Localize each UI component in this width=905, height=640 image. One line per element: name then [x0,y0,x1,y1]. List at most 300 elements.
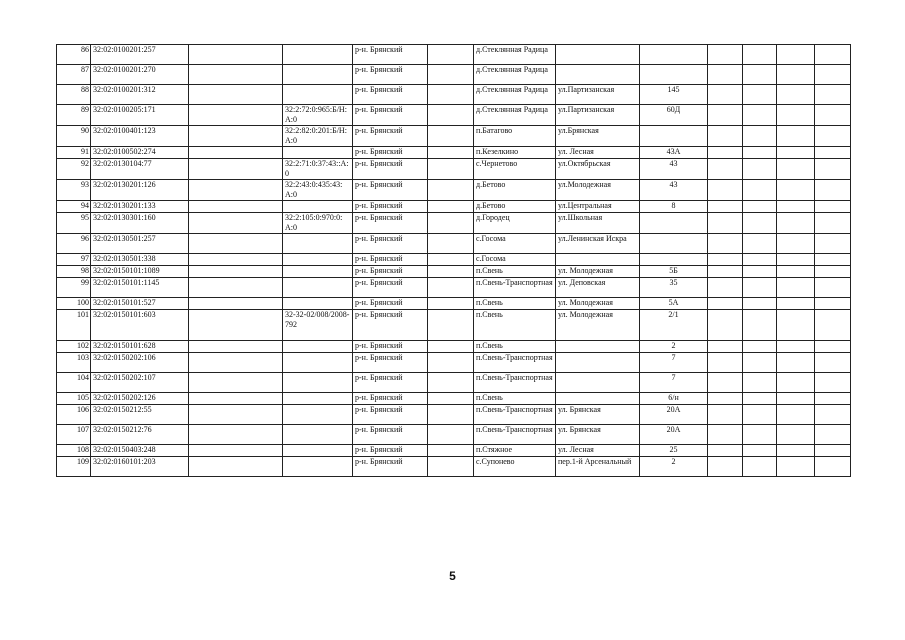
cell-blank [428,213,474,234]
cell-empty [777,254,815,266]
cell-empty [743,85,777,105]
cell-empty [743,201,777,213]
cell-blank [428,278,474,298]
house-number: 20А [640,405,708,425]
cadastral-number: 32:02:0100201:257 [91,45,189,65]
cell-empty [708,310,743,341]
cell-blank [428,266,474,278]
row-number: 100 [57,298,91,310]
cell-empty [708,425,743,445]
district: р-н. Брянский [353,159,428,180]
district: р-н. Брянский [353,298,428,310]
row-number: 90 [57,126,91,147]
district: р-н. Брянский [353,126,428,147]
cell-empty [815,457,851,477]
cell-empty [743,425,777,445]
house-number: 8 [640,201,708,213]
cell-blank [428,457,474,477]
old-registry-number [283,85,353,105]
cell-empty [708,234,743,254]
cell-blank [428,425,474,445]
cell-empty [777,353,815,373]
table-row [57,213,851,234]
cadastral-number: 32:02:0150212:55 [91,405,189,425]
row-number: 98 [57,266,91,278]
table-row [57,45,851,65]
house-number [640,126,708,147]
street: ул. Лесная [556,147,640,159]
cell-empty [777,85,815,105]
table-row [57,393,851,405]
cell-empty [777,445,815,457]
house-number [640,65,708,85]
house-number: 2/1 [640,310,708,341]
street [556,45,640,65]
cell-blank [428,373,474,393]
district: р-н. Брянский [353,201,428,213]
cell-empty [815,353,851,373]
cell-empty [815,254,851,266]
table-row [57,147,851,159]
cadastral-number: 32:02:0130201:126 [91,180,189,201]
district: р-н. Брянский [353,425,428,445]
cell-empty [743,45,777,65]
table-row [57,105,851,126]
settlement: п.Свень [474,266,556,278]
house-number: 35 [640,278,708,298]
street: ул.Центральная [556,201,640,213]
cell-blank [428,201,474,213]
cell-blank [189,85,283,105]
street [556,254,640,266]
cadastral-number: 32:02:0150101:628 [91,341,189,353]
old-registry-number: 32:2:72:0:965:Б/Н:А:0 [283,105,353,126]
cell-blank [189,254,283,266]
old-registry-number [283,425,353,445]
old-registry-number [283,353,353,373]
cadastral-number: 32:02:0100201:312 [91,85,189,105]
cell-empty [708,278,743,298]
cell-empty [815,159,851,180]
row-number: 88 [57,85,91,105]
cell-empty [708,85,743,105]
table-row [57,201,851,213]
old-registry-number [283,147,353,159]
cell-empty [708,126,743,147]
cell-empty [815,341,851,353]
settlement: д.Бетово [474,201,556,213]
row-number: 89 [57,105,91,126]
cadastral-number: 32:02:0150101:1145 [91,278,189,298]
cell-blank [189,65,283,85]
cell-empty [708,373,743,393]
old-registry-number [283,457,353,477]
cell-empty [815,65,851,85]
cell-empty [815,201,851,213]
street: ул.Партизанская [556,85,640,105]
row-number: 93 [57,180,91,201]
street [556,65,640,85]
cadastral-number: 32:02:0150101:527 [91,298,189,310]
settlement: д.Стеклянная Радица [474,85,556,105]
cell-blank [428,341,474,353]
cell-empty [777,65,815,85]
table-row [57,405,851,425]
house-number: 5Б [640,266,708,278]
cell-empty [743,213,777,234]
settlement: п.Свень-Транспортная [474,425,556,445]
district: р-н. Брянский [353,65,428,85]
cell-blank [189,425,283,445]
house-number: 7 [640,373,708,393]
cell-blank [428,85,474,105]
cell-empty [743,353,777,373]
table-row [57,445,851,457]
cell-blank [189,457,283,477]
house-number [640,213,708,234]
cell-blank [428,65,474,85]
cell-empty [743,234,777,254]
table-row [57,353,851,373]
cell-blank [189,266,283,278]
cell-blank [428,147,474,159]
table-row [57,254,851,266]
cell-blank [428,254,474,266]
cadastral-number: 32:02:0150212:76 [91,425,189,445]
settlement: с.Госома [474,254,556,266]
cell-empty [743,393,777,405]
cell-empty [815,310,851,341]
cell-blank [189,159,283,180]
cell-empty [777,298,815,310]
house-number: 60Д [640,105,708,126]
table-row [57,373,851,393]
cell-empty [777,201,815,213]
row-number: 87 [57,65,91,85]
cell-blank [189,405,283,425]
cell-blank [428,445,474,457]
cell-blank [428,310,474,341]
cell-empty [815,393,851,405]
cell-empty [743,405,777,425]
cell-empty [777,425,815,445]
house-number: 5А [640,298,708,310]
settlement: п.Свень [474,298,556,310]
district: р-н. Брянский [353,310,428,341]
cadastral-register-table [56,44,851,477]
cell-blank [428,180,474,201]
table-row [57,234,851,254]
cell-empty [777,278,815,298]
cell-blank [428,126,474,147]
settlement: с.Госома [474,234,556,254]
cell-empty [708,213,743,234]
cell-empty [743,147,777,159]
table-row [57,278,851,298]
cell-empty [708,254,743,266]
old-registry-number [283,234,353,254]
cell-blank [189,180,283,201]
cell-empty [743,310,777,341]
cell-empty [777,405,815,425]
district: р-н. Брянский [353,180,428,201]
row-number: 102 [57,341,91,353]
cell-blank [428,159,474,180]
street [556,393,640,405]
cell-empty [815,45,851,65]
cell-empty [708,180,743,201]
cell-empty [815,373,851,393]
district: р-н. Брянский [353,373,428,393]
cell-empty [708,266,743,278]
street: ул. Лесная [556,445,640,457]
cell-empty [777,373,815,393]
district: р-н. Брянский [353,105,428,126]
cadastral-number: 32:02:0160101:203 [91,457,189,477]
cell-empty [777,45,815,65]
street: ул.Ленинская Искра [556,234,640,254]
cell-blank [189,393,283,405]
cell-empty [815,405,851,425]
house-number [640,234,708,254]
table-row [57,159,851,180]
street: ул.Брянская [556,126,640,147]
row-number: 109 [57,457,91,477]
district: р-н. Брянский [353,147,428,159]
table-row [57,266,851,278]
street: ул. Молодежная [556,310,640,341]
cadastral-number: 32:02:0150202:126 [91,393,189,405]
cell-empty [777,159,815,180]
cadastral-number: 32:02:0150101:603 [91,310,189,341]
house-number: 6/н [640,393,708,405]
cell-empty [708,298,743,310]
cell-empty [777,266,815,278]
cadastral-number: 32:02:0150403:248 [91,445,189,457]
street: ул. Деповская [556,278,640,298]
cell-empty [743,126,777,147]
house-number: 2 [640,457,708,477]
cell-empty [743,105,777,126]
cadastral-number: 32:02:0130104:77 [91,159,189,180]
cadastral-number: 32:02:0150202:107 [91,373,189,393]
house-number: 25 [640,445,708,457]
cell-blank [189,234,283,254]
settlement: с.Супонево [474,457,556,477]
cell-blank [189,45,283,65]
settlement: п.Свень-Транспортная [474,373,556,393]
old-registry-number [283,373,353,393]
settlement: с.Чернетово [474,159,556,180]
district: р-н. Брянский [353,213,428,234]
old-registry-number: 32:2:43:0:435:43:А:0 [283,180,353,201]
cadastral-number: 32:02:0130501:338 [91,254,189,266]
cell-empty [743,373,777,393]
cell-blank [189,373,283,393]
settlement: п.Кезелкино [474,147,556,159]
cell-blank [189,298,283,310]
district: р-н. Брянский [353,341,428,353]
cell-empty [708,201,743,213]
cell-blank [428,393,474,405]
cell-blank [189,147,283,159]
table-row [57,298,851,310]
cadastral-number: 32:02:0100502:274 [91,147,189,159]
old-registry-number [283,278,353,298]
row-number: 99 [57,278,91,298]
district: р-н. Брянский [353,45,428,65]
cell-empty [777,180,815,201]
house-number [640,254,708,266]
cell-blank [189,353,283,373]
row-number: 106 [57,405,91,425]
row-number: 101 [57,310,91,341]
row-number: 96 [57,234,91,254]
cell-empty [708,405,743,425]
old-registry-number [283,298,353,310]
cell-empty [815,126,851,147]
house-number: 43А [640,147,708,159]
street [556,353,640,373]
cadastral-number: 32:02:0150202:106 [91,353,189,373]
cell-empty [815,234,851,254]
cell-blank [428,45,474,65]
district: р-н. Брянский [353,278,428,298]
cell-empty [708,457,743,477]
settlement: д.Стеклянная Радица [474,45,556,65]
table-row [57,126,851,147]
street: ул. Брянская [556,405,640,425]
district: р-н. Брянский [353,266,428,278]
old-registry-number: 32:2:82:0:201:Б/Н:А:0 [283,126,353,147]
settlement: п.Стяжное [474,445,556,457]
district: р-н. Брянский [353,234,428,254]
cell-empty [743,298,777,310]
table-body [57,45,851,477]
cell-blank [189,445,283,457]
cell-empty [815,445,851,457]
cell-empty [815,213,851,234]
cadastral-number: 32:02:0100401:123 [91,126,189,147]
house-number: 7 [640,353,708,373]
settlement: п.Свень [474,341,556,353]
cell-empty [815,298,851,310]
row-number: 103 [57,353,91,373]
cell-blank [428,298,474,310]
district: р-н. Брянский [353,445,428,457]
old-registry-number: 32:2:71:0:37:43::А:0 [283,159,353,180]
old-registry-number [283,405,353,425]
cell-empty [815,278,851,298]
street: ул. Молодежная [556,298,640,310]
row-number: 108 [57,445,91,457]
district: р-н. Брянский [353,457,428,477]
settlement: п.Свень-Транспортная [474,278,556,298]
row-number: 107 [57,425,91,445]
house-number: 145 [640,85,708,105]
table-row [57,425,851,445]
cell-empty [777,341,815,353]
street: ул.Партизанская [556,105,640,126]
street: ул.Школьная [556,213,640,234]
house-number: 43 [640,180,708,201]
cell-empty [743,180,777,201]
row-number: 91 [57,147,91,159]
page-number: 5 [449,569,456,583]
cell-empty [743,341,777,353]
cell-empty [815,105,851,126]
cell-empty [708,393,743,405]
district: р-н. Брянский [353,393,428,405]
cell-empty [743,266,777,278]
table-row [57,85,851,105]
old-registry-number [283,393,353,405]
cell-blank [428,353,474,373]
house-number: 20А [640,425,708,445]
cell-empty [777,234,815,254]
cell-empty [743,278,777,298]
cell-empty [743,159,777,180]
cadastral-number: 32:02:0130301:160 [91,213,189,234]
cell-blank [428,405,474,425]
old-registry-number [283,201,353,213]
cadastral-number: 32:02:0100205:171 [91,105,189,126]
street [556,341,640,353]
settlement: д.Стеклянная Радица [474,105,556,126]
cell-empty [815,147,851,159]
cell-empty [708,353,743,373]
cell-empty [708,445,743,457]
cell-empty [743,445,777,457]
cadastral-number: 32:02:0130501:257 [91,234,189,254]
cell-blank [189,126,283,147]
settlement: д.Городец [474,213,556,234]
cell-empty [708,105,743,126]
cell-blank [189,278,283,298]
row-number: 92 [57,159,91,180]
cell-empty [708,159,743,180]
settlement: п.Батагово [474,126,556,147]
cell-blank [428,105,474,126]
street [556,373,640,393]
old-registry-number [283,266,353,278]
cell-blank [189,213,283,234]
cell-empty [777,457,815,477]
house-number: 43 [640,159,708,180]
district: р-н. Брянский [353,353,428,373]
cell-empty [708,147,743,159]
cell-blank [189,105,283,126]
table-row [57,457,851,477]
settlement: п.Свень-Транспортная [474,405,556,425]
old-registry-number [283,445,353,457]
table-row [57,310,851,341]
street: ул.Октябрьская [556,159,640,180]
street: пер.1-й Арсенальный [556,457,640,477]
cadastral-number: 32:02:0150101:1089 [91,266,189,278]
cell-empty [743,457,777,477]
house-number: 2 [640,341,708,353]
cell-empty [815,180,851,201]
old-registry-number [283,65,353,85]
row-number: 97 [57,254,91,266]
cell-empty [815,425,851,445]
cell-blank [189,310,283,341]
house-number [640,45,708,65]
cell-empty [743,254,777,266]
cell-empty [777,310,815,341]
row-number: 94 [57,201,91,213]
